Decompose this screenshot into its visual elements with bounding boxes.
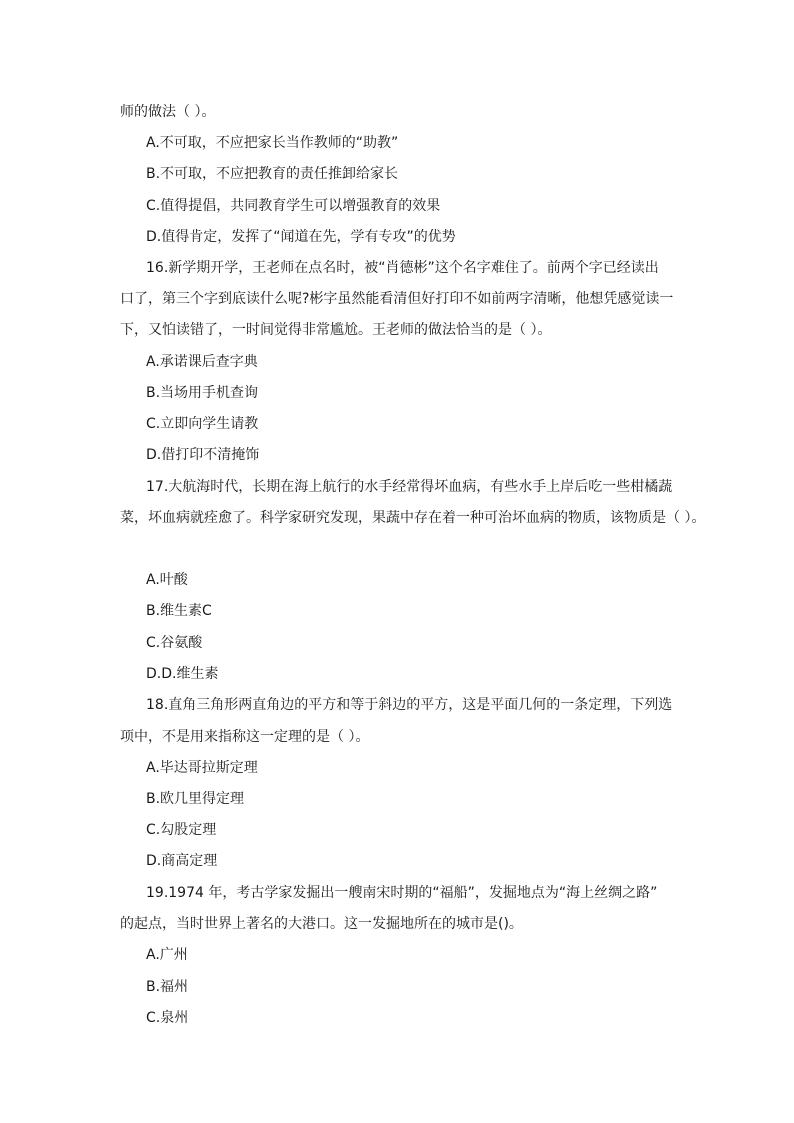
q17-option-c: C.谷氨酸 — [146, 635, 203, 651]
q17-option-b: B.维生素C — [146, 603, 212, 619]
q15-option-c: C.值得提倡，共同教育学生可以增强教育的效果 — [146, 198, 441, 214]
q16-option-d: D.借打印不清掩饰 — [146, 447, 260, 463]
q19-question-line-2: 的起点，当时世界上著名的大港口。这一发掘地所在的城市是()。 — [120, 916, 523, 932]
q16-option-c: C.立即向学生请教 — [146, 416, 259, 432]
q19-option-b: B.福州 — [146, 979, 189, 995]
q17-option-d: D.D.维生素 — [146, 666, 219, 682]
q18-question-line-1: 18.直角三角形两直角边的平方和等于斜边的平方，这是平面几何的一条定理，下列选 — [146, 697, 673, 713]
q16-question-line-2: 口了，第三个字到底读什么呢?彬字虽然能看清但好打印不如前两字清晰，他想凭感觉读一 — [120, 291, 674, 307]
q15-option-b: B.不可取，不应把教育的责任推卸给家长 — [146, 166, 399, 182]
q18-option-d: D.商高定理 — [146, 853, 218, 869]
q19-question-line-1: 19.1974 年，考古学家发掘出一艘南宋时期的“福船”，发掘地点为“海上丝绸之路” — [146, 885, 658, 901]
q17-question-line-1: 17.大航海时代，长期在海上航行的水手经常得坏血病，有些水手上岸后吃一些柑橘蔬 — [146, 479, 673, 495]
q17-option-a: A.叶酸 — [146, 572, 188, 588]
q16-option-b: B.当场用手机查询 — [146, 385, 259, 401]
q19-option-a: A.广州 — [146, 947, 188, 963]
q17-question-line-2: 菜，坏血病就痊愈了。科学家研究发现，果蔬中存在着一种可治坏血病的物质，该物质是（ ）。 — [120, 510, 706, 526]
q15-option-d: D.值得肯定，发挥了“闻道在先，学有专攻”的优势 — [146, 229, 456, 245]
q18-question-line-2: 项中，不是用来指称这一定理的是（ ）。 — [120, 729, 370, 745]
q15-option-a: A.不可取，不应把家长当作教师的“助教” — [146, 135, 399, 151]
q18-option-b: B.欧几里得定理 — [146, 791, 245, 807]
q16-option-a: A.承诺课后查字典 — [146, 354, 258, 370]
q16-question-line-1: 16.新学期开学，王老师在点名时，被“肖德彬”这个名字难住了。前两个字已经读出 — [146, 260, 659, 276]
q15-continuation: 师的做法（ ）。 — [120, 104, 216, 120]
q18-option-c: C.勾股定理 — [146, 822, 217, 838]
q19-option-c: C.泉州 — [146, 1010, 189, 1026]
q18-option-a: A.毕达哥拉斯定理 — [146, 760, 258, 776]
q16-question-line-3: 下，又怕读错了，一时间觉得非常尴尬。王老师的做法恰当的是（ ）。 — [120, 322, 552, 338]
